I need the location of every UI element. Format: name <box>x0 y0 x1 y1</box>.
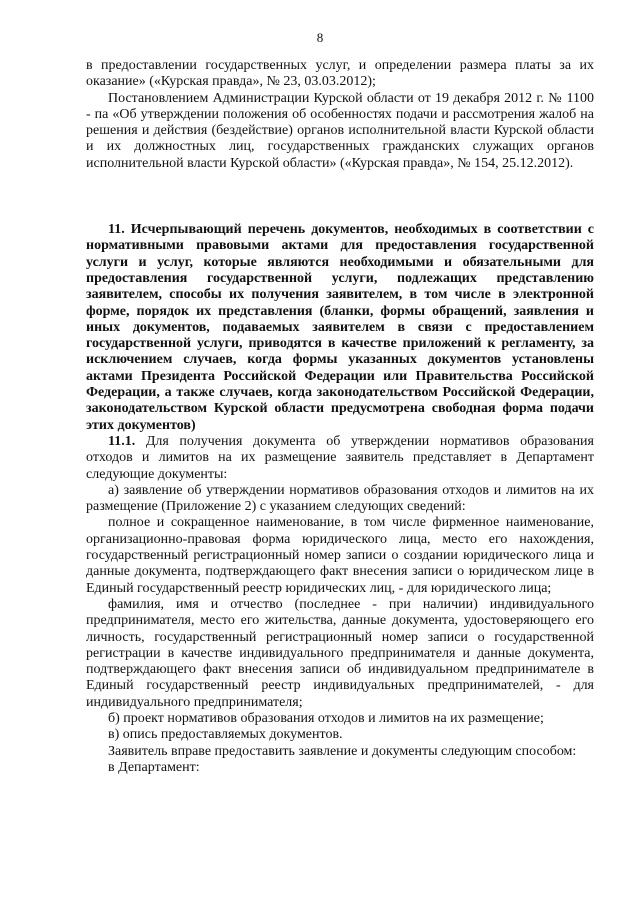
paragraph-resolution-1100: Постановлением Администрации Курской области от 19 декабря 2012 г. № 1100 - па «Об утверждении положения об особенностях подачи и рассмотрения жалоб на решения и действия (бездействие) органов исполнительной власти Курской области и их должностных лиц, государственных гражданских служащих органов исполнительной власти Курской области» («Курская правда», № 154, 25.12.2012). <box>86 90 594 171</box>
document-body <box>86 58 594 776</box>
paragraph-applicant-right: Заявитель вправе предоставить заявление и документы следующим способом: <box>108 743 577 759</box>
paragraph-individual-entrepreneur: фамилия, имя и отчество (последнее - при наличии) индивидуального предпринимателя, место его жительства, данные документа, удостоверяющего его личность, государственный регистрационный номер записи о государственной регистрации в качестве индивидуального предпринимателя и данные документа, подтверждающего факт внесения записи об индивидуальном предпринимателе в Единый государственный реестр индивидуальных предпринимателей, - для индивидуального предпринимателя; <box>86 596 594 710</box>
paragraph-legal-entity: полное и сокращенное наименование, в том числе фирменное наименование, организационно-правовая форма юридического лица, место его нахождения, государственный регистрационный номер записи о создании юридического лица и данные документа, подтверждающего факт внесения записи о юридическом лице в Единый государственный реестр юридических лиц, - для юридического лица; <box>86 515 594 596</box>
paragraph-to-department: в Департамент: <box>108 759 200 775</box>
paragraph-11-1 <box>86 434 594 483</box>
clause-number: 11.1. <box>108 433 136 449</box>
paragraph-continuation: в предоставлении государственных услуг, и определении размера платы за их оказание» («Курская правда», № 23, 03.03.2012); <box>86 58 594 90</box>
list-item-c: в) опись предоставляемых документов. <box>108 727 343 743</box>
list-item-a: а) заявление об утверждении нормативов образования отходов и лимитов на их размещение (Приложение 2) с указанием следующих сведений: <box>86 482 594 515</box>
section-heading-11: 11. Исчерпывающий перечень документов, необходимых в соответствии с нормативными правовыми актами для предоставления государственной услуги и услуг, которые являются необходимыми и обязательными для предоставления государственной услуги, подлежащих представлению заявителем, способы их получения заявителем, в том числе в электронной форме, порядок их представления (бланки, формы обращений, заявления и иных документов, подаваемых заявителем в связи с предоставлением государственной услуги, приводятся в качестве приложений к регламенту, за исключением случаев, когда формы указанных документов установлены актами Президента Российской Федерации или Правительства Российской Федерации, а также случаев, когда законодательством Российской Федерации, законодательством Курской области предусмотрена свободная форма подачи этих документов) <box>86 222 594 433</box>
page-number: 8 <box>316 30 324 45</box>
list-item-b: б) проект нормативов образования отходов и лимитов на их размещение; <box>108 710 544 726</box>
clause-text: Для получения документа об утверждении нормативов образования отходов и лимитов на их размещение заявитель представляет в Департамент следующие документы: <box>86 433 594 482</box>
